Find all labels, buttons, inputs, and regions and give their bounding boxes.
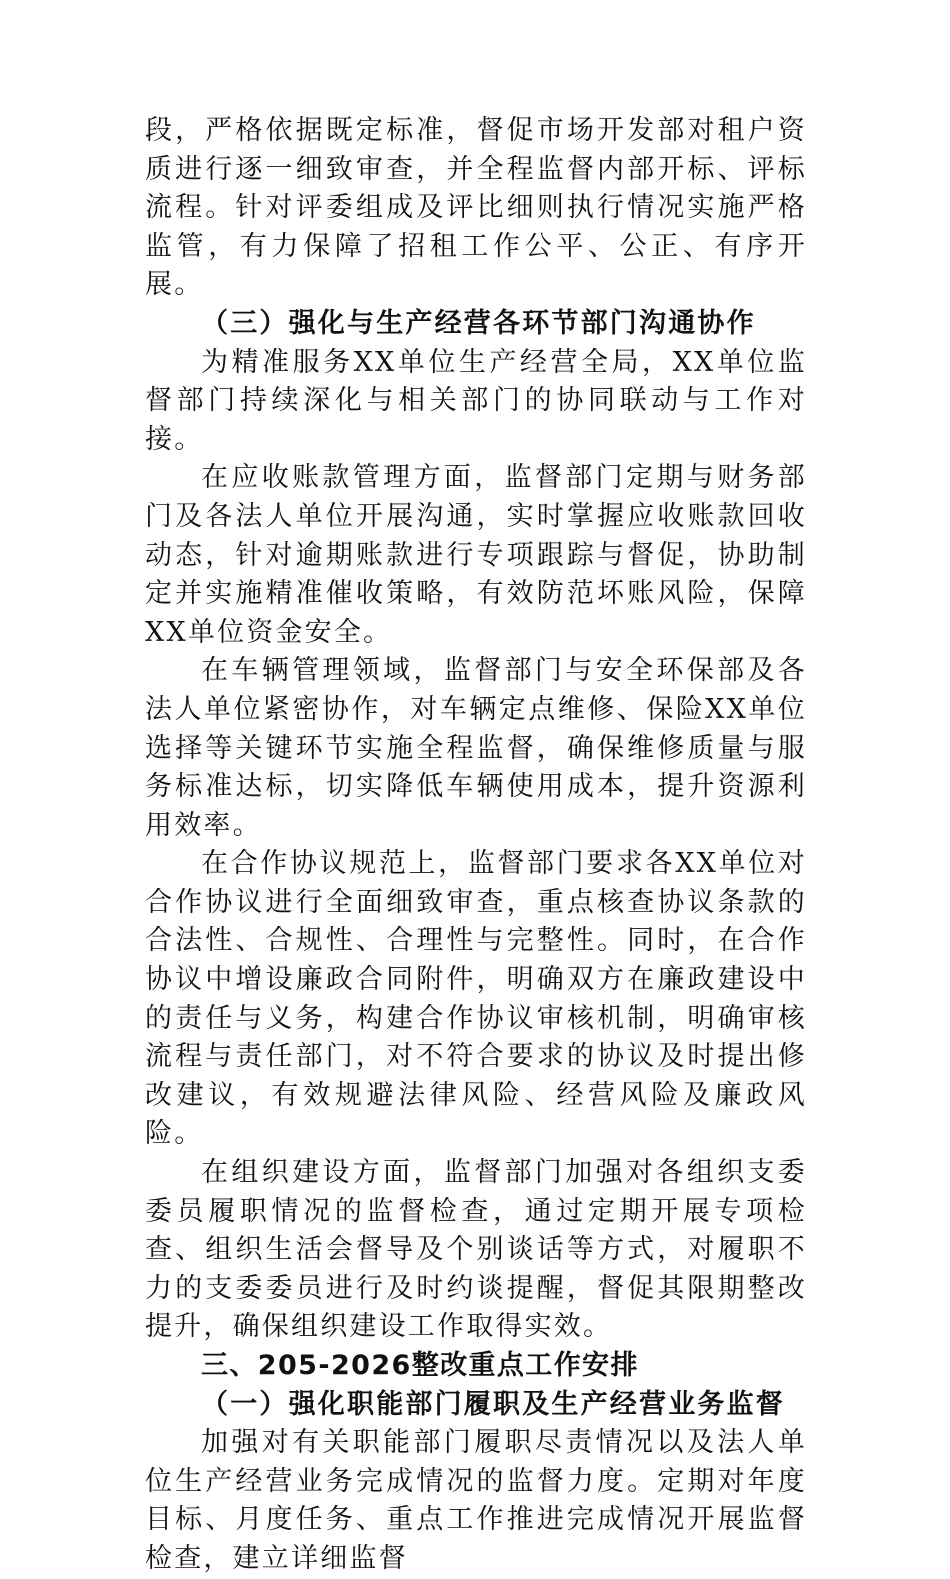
body-paragraph: 加强对有关职能部门履职尽责情况以及法人单位生产经营业务完成情况的监督力度。定期对年度目标、月度任务、重点工作推进完成情况开展监督检查，建立详细监督 <box>145 1427 807 1574</box>
document-body <box>145 112 807 1579</box>
body-paragraph: 在合作协议规范上，监督部门要求各XX单位对合作协议进行全面细致审查，重点核查协议条款的合法性、合规性、合理性与完整性。同时，在合作协议中增设廉政合同附件，明确双方在廉政建设中的责任与义务，构建合作协议审核机制，明确审核流程与责任部门，对不符合要求的协议及时提出修改建议，有效规避法律风险、经营风险及廉政风险。 <box>145 848 807 1150</box>
body-paragraph: 在组织建设方面，监督部门加强对各组织支委委员履职情况的监督检查，通过定期开展专项检查、组织生活会督导及个别谈话等方式，对履职不力的支委委员进行及时约谈提醒，督促其限期整改提升，确保组织建设工作取得实效。 <box>145 1157 807 1343</box>
section-heading: 三、205-2026整改重点工作安排 <box>201 1350 639 1381</box>
body-paragraph: 为精准服务XX单位生产经营全局，XX单位监督部门持续深化与相关部门的协同联动与工作对接。 <box>145 346 807 455</box>
body-paragraph: 段，严格依据既定标准，督促市场开发部对租户资质进行逐一细致审查，并全程监督内部开标、评标流程。针对评委组成及评比细则执行情况实施严格监管，有力保障了招租工作公平、公正、有序开展。 <box>145 115 807 301</box>
subsection-heading: （一）强化职能部门履职及生产经营业务监督 <box>201 1388 785 1420</box>
body-paragraph: 在车辆管理领域，监督部门与安全环保部及各法人单位紧密协作，对车辆定点维修、保险XX单位选择等关键环节实施全程监督，确保维修质量与服务标准达标，切实降低车辆使用成本，提升资源利用效率。 <box>145 655 807 841</box>
body-paragraph: 在应收账款管理方面，监督部门定期与财务部门及各法人单位开展沟通，实时掌握应收账款回收动态，针对逾期账款进行专项跟踪与督促，协助制定并实施精准催收策略，有效防范坏账风险，保障XX单位资金安全。 <box>145 462 807 648</box>
subsection-heading: （三）强化与生产经营各环节部门沟通协作 <box>201 307 756 339</box>
